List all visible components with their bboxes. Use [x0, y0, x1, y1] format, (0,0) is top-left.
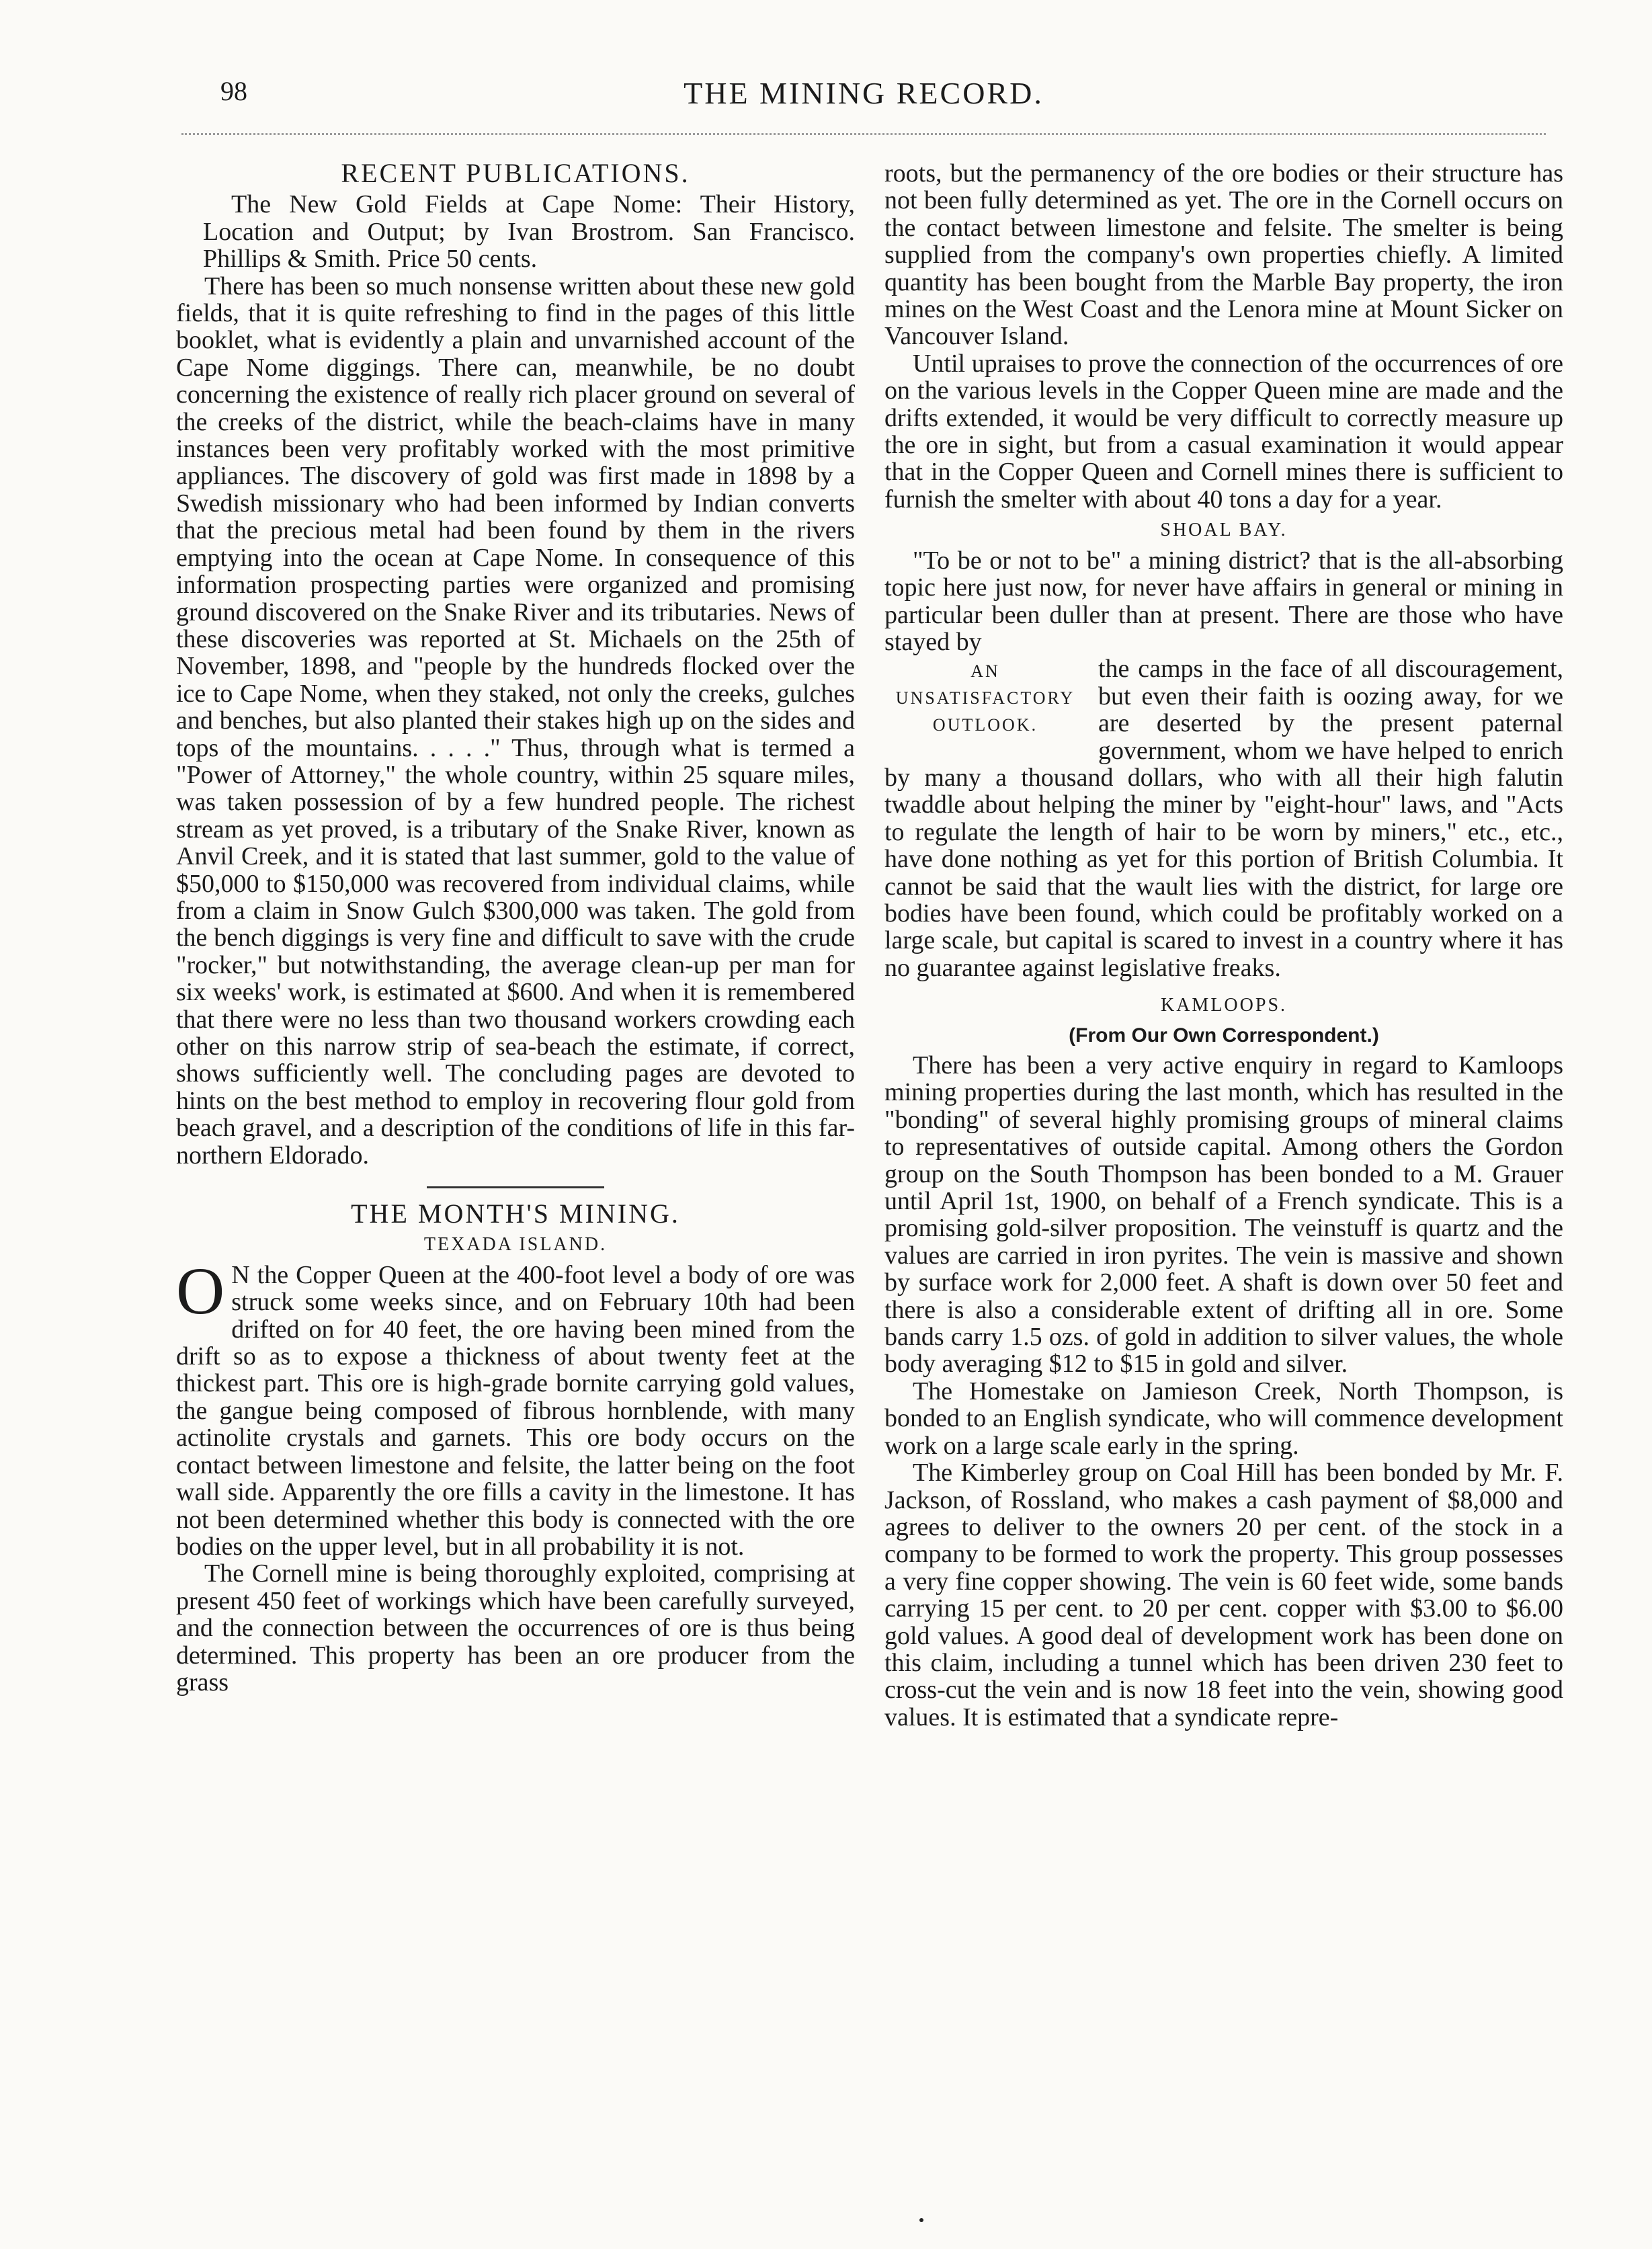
left-column	[176, 160, 855, 1696]
texada-paragraph-1-text: N the Copper Queen at the 400-foot level a body of ore was struck some weeks since, and on February 10th had been drifted on for 40 feet, the ore having been mined from the drift so as to expose a thickness of about twenty feet at the thickest part. This ore is high-grade bornite carrying gold values, the gangue being composed of fibrous hornblende, with many actinolite crystals and garnets. This ore body occurs on the contact between limestone and felsite, the latter being on the foot wall side. Apparently the ore fills a cavity in the limestone. It has not been determined whether this body is connected with the ore bodies on the upper level, but in all probability it is not.	[176, 1260, 855, 1561]
cornell-continued-paragraph: roots, but the permanency of the ore bodies or their structure has not been fully determined as yet. The ore in the Cornell occurs on the contact between limestone and felsite. The smelter is being supplied from the company's own properties chiefly. A limited quantity has been bought from the Marble Bay property, the iron mines on the West Coast and the Lenora mine at Mount Sicker on Vancouver Island.	[884, 159, 1563, 351]
drop-cap-letter: O	[176, 1253, 225, 1328]
subheading-shoal-bay: SHOAL BAY.	[1160, 520, 1288, 541]
section-heading-recent-publications: RECENT PUBLICATIONS.	[341, 158, 690, 188]
book-citation: The New Gold Fields at Cape Nome: Their History, Location and Output; by Ivan Brostrom. San Francisco. Phillips & Smith. Price 50 cents.	[203, 190, 855, 274]
texada-paragraph-1	[176, 1253, 855, 1561]
header-rule	[181, 133, 1546, 135]
subheading-kamloops: KAMLOOPS.	[1160, 995, 1288, 1016]
section-heading-months-mining: THE MONTH'S MINING.	[351, 1198, 680, 1229]
section-divider	[427, 1186, 604, 1188]
page-header	[181, 75, 1546, 129]
texada-paragraph-2: The Cornell mine is being thoroughly exploited, comprising at present 450 feet of workings which have been carefully surveyed, and the connection between the occurrences of ore is thus being determined. This property has been an ore producer from the grass	[176, 1559, 855, 1696]
subheading-texada-island: TEXADA ISLAND.	[423, 1234, 608, 1256]
journal-title: THE MINING RECORD.	[684, 76, 1044, 110]
upraises-paragraph: Until upraises to prove the connection of the occurrences of ore on the various levels in the Copper Queen mine are made and the drifts extended, it would be very difficult to correctly measure up the ore in sight, but from a casual examination it would appear that in the Copper Queen and Cornell mines there is sufficient to furnish the smelter with about 40 tons a day for a year.	[884, 349, 1563, 514]
side-heading-outlook: AN UNSATISFACTORY OUTLOOK.	[895, 661, 1075, 735]
shoal-bay-paragraph-2	[884, 655, 1563, 981]
shoal-bay-paragraph-2-text: the camps in the face of all discouragement, but even their faith is oozing away, for we are deserted by the present paternal government, whom we have helped to enrich by many a thousand dollars, who with all their high falutin twaddle about helping the miner by "eight-hour" laws, and "Acts to regulate the length of hair to be worn by miners," etc., etc., have done nothing as yet for this portion of British Columbia. It cannot be said that the wault lies with the district, for large ore bodies have been found, which could be profitably worked on a large scale, but capital is scared to invest in a country where it has no guarantee against legislative freaks.	[884, 655, 1563, 982]
kamloops-paragraph-2: The Homestake on Jamieson Creek, North Thompson, is bonded to an English syndicate, who will commence development work on a large scale early in the spring.	[884, 1377, 1563, 1460]
review-paragraph: There has been so much nonsense written about these new gold fields, that it is quite refreshing to find in the pages of this little booklet, what is evidently a plain and unvarnished account of the Cape Nome diggings. There can, meanwhile, be no doubt concerning the existence of really rich placer ground on several of the creeks of the district, while the beach-claims have in many instances been very profitably worked with the most primitive appliances. The discovery of gold was first made in 1898 by a Swedish missionary who had been informed by Indian converts that the precious metal had been found by them in the rivers emptying into the ocean at Cape Nome. In consequence of this information prospecting parties were organized and promising ground discovered on the Snake River and its tributaries. News of these discoveries was reported at St. Michaels on the 25th of November, 1898, and "people by the hundreds flocked over the ice to Cape Nome, when they staked, not only the creeks, gulches and benches, but also planted their stakes high up on the sides and tops of the mountains. . . . ." Thus, through what is termed a "Power of Attorney," the whole country, within 25 square miles, was taken possession of by a few hundred people. The richest stream as yet proved, is a tributary of the Snake River, known as Anvil Creek, and it is stated that last summer, gold to the value of $50,000 to $150,000 was recovered from individual claims, while from a claim in Snow Gulch $300,000 was taken. The gold from the bench diggings is very fine and difficult to save with the crude "rocker," but notwithstanding, the average clean-up per man for six weeks' work, is estimated at $600. And when it is remembered that there were no less than two thousand workers crowding each other on this narrow strip of sea-beach the estimate, if correct, shows sufficiently well. The concluding pages are devoted to hints on the best method to employ in recovering flour gold from beach gravel, and a description of the conditions of life in this far-northern Eldorado.	[176, 272, 855, 1170]
right-column	[884, 160, 1563, 1731]
ink-speck	[919, 2218, 923, 2222]
correspondent-note: (From Our Own Correspondent.)	[1069, 1024, 1379, 1047]
shoal-bay-paragraph-1: "To be or not to be" a mining district? that is the all-absorbing topic here just now, for never have affairs in general or mining in particular been duller than at present. There are those who have stayed by	[884, 546, 1563, 656]
kamloops-paragraph-3: The Kimberley group on Coal Hill has been bonded by Mr. F. Jackson, of Rossland, who makes a cash payment of $8,000 and agrees to deliver to the owners 20 per cent. of the stock in a company to be formed to work the property. This group possesses a very fine copper showing. The vein is 60 feet wide, some bands carrying 15 per cent. to 20 per cent. copper with $3.00 to $6.00 gold values. A good deal of development work has been done on this claim, including a tunnel which has been driven 230 feet to cross-cut the vein and is now 18 feet into the vein, showing good values. It is estimated that a syndicate repre-	[884, 1459, 1563, 1731]
kamloops-paragraph-1: There has been a very active enquiry in regard to Kamloops mining properties during the last month, which has resulted in the "bonding" of several highly promising groups of mineral claims to representatives of outside capital. Among others the Gordon group on the South Thompson has been bonded to a M. Grauer until April 1st, 1900, on behalf of a French syndicate. This is a promising gold-silver proposition. The veinstuff is quartz and the values are carried in iron pyrites. The vein is massive and shown by surface work for 2,000 feet. A shaft is down over 50 feet and there is also a considerable extent of drifting all in ore. Some bands carry 1.5 ozs. of gold in addition to silver values, the whole body averaging $12 to $15 in gold and silver.	[884, 1051, 1563, 1379]
page-number: 98	[220, 76, 247, 106]
